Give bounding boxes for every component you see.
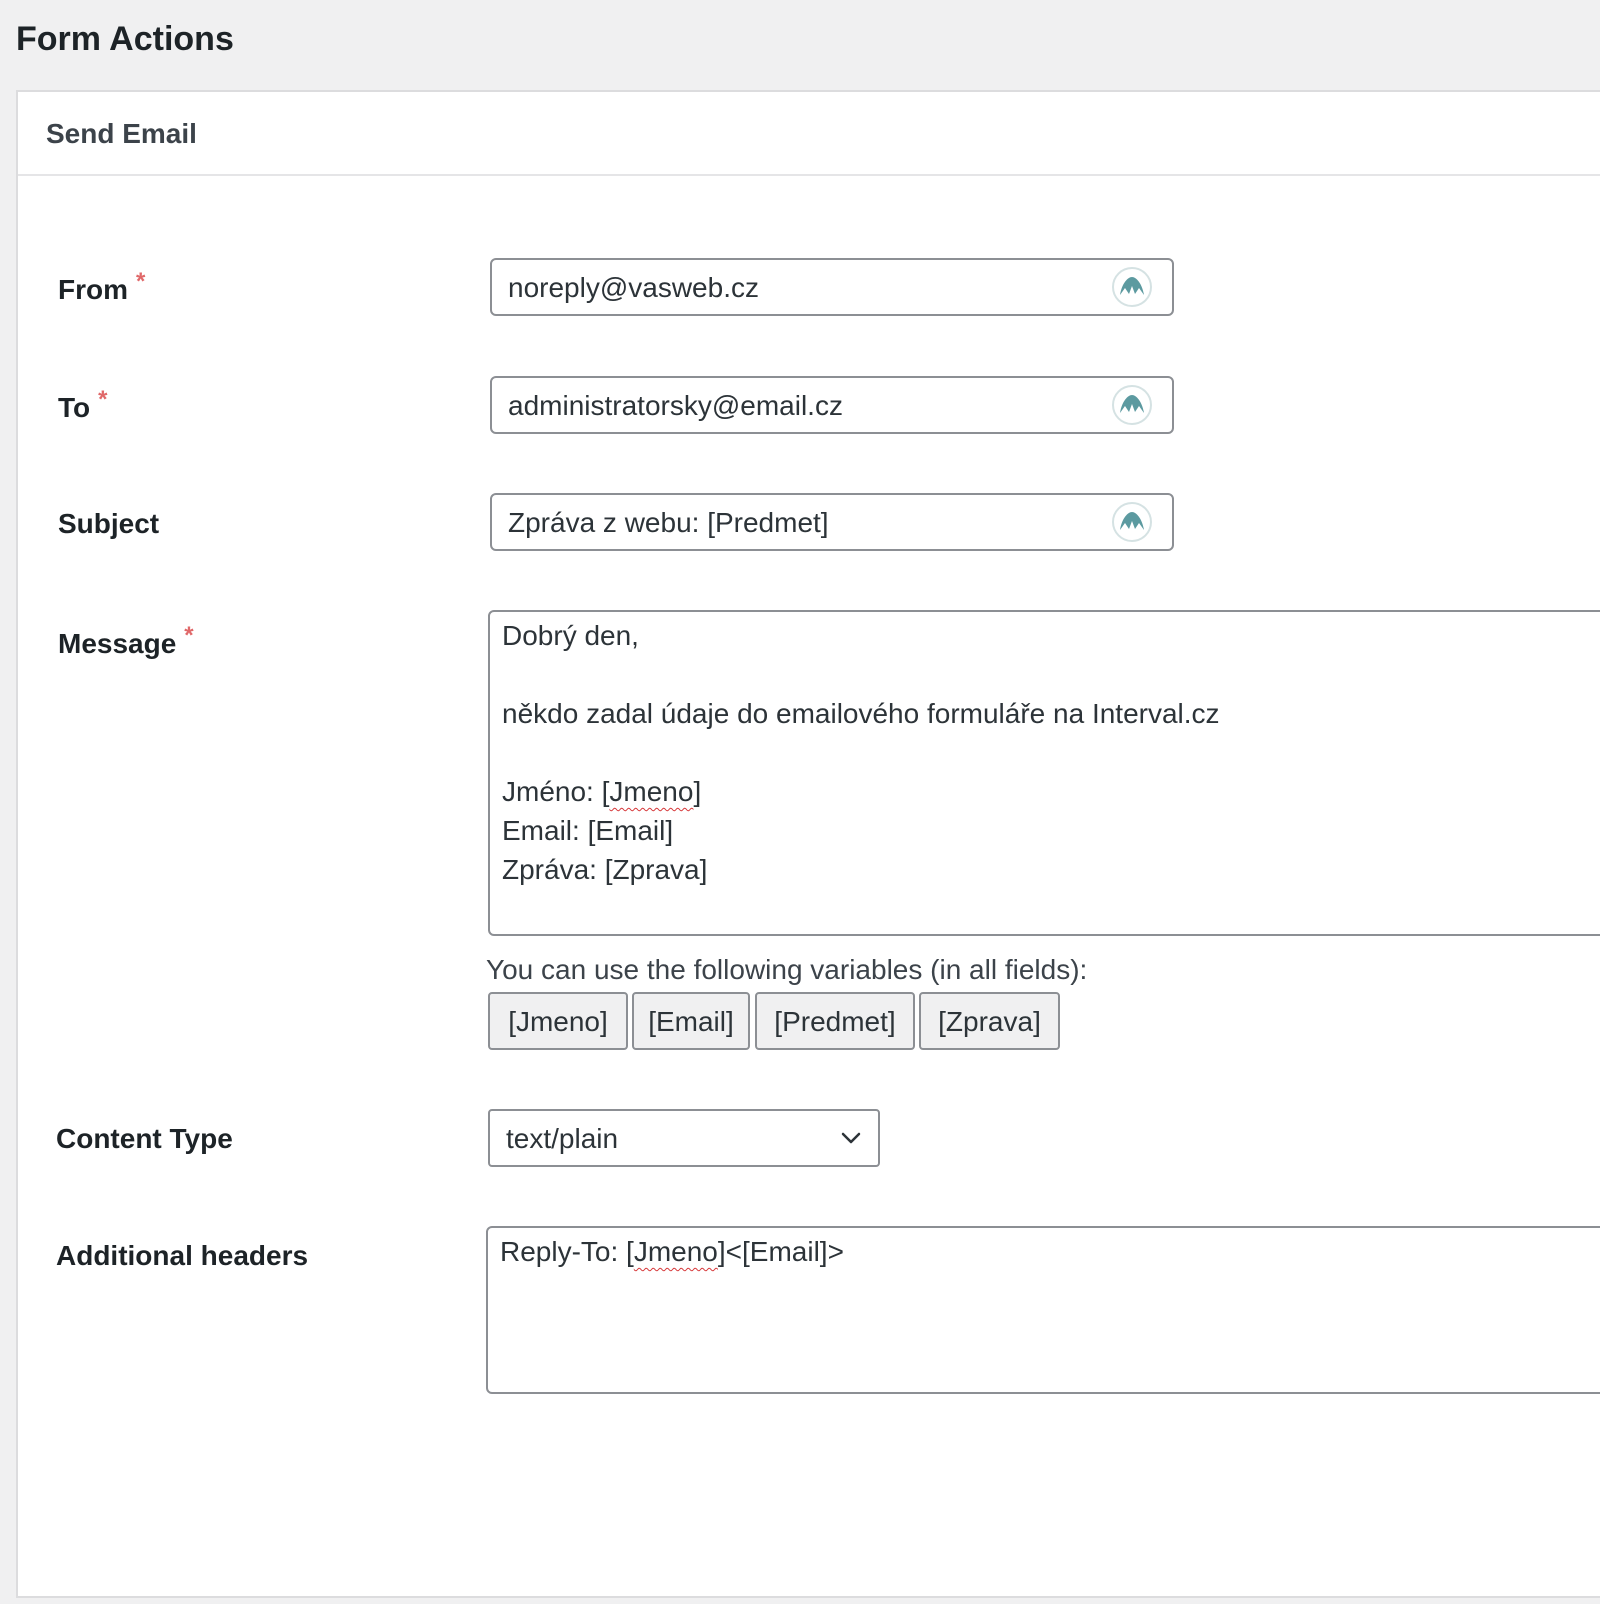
- spellcheck-word: Jmeno: [633, 1236, 718, 1267]
- mountain-extension-icon-graphic: [1118, 273, 1146, 301]
- additional-headers-prefix: Reply-To: [: [500, 1236, 634, 1267]
- additional-headers-line: [500, 1234, 844, 1270]
- content-type-label: Content Type: [56, 1123, 233, 1154]
- message-line-name-prefix: Jméno: [: [502, 776, 610, 807]
- message-line: Zpráva: [Zprava]: [502, 854, 708, 885]
- page-title: Form Actions: [16, 20, 234, 58]
- required-marker: *: [184, 621, 194, 649]
- variable-button-predmet[interactable]: [Predmet]: [755, 992, 915, 1050]
- subject-label: [58, 506, 159, 542]
- variables-hint: You can use the following variables (in all fields):: [486, 954, 1088, 985]
- mountain-extension-icon[interactable]: [1112, 267, 1152, 307]
- variable-button-zprava[interactable]: [Zprava]: [919, 992, 1060, 1050]
- panel-header: [18, 92, 1600, 176]
- to-input[interactable]: [490, 376, 1174, 434]
- from-input[interactable]: [490, 258, 1174, 316]
- additional-headers-suffix: ]<[Email]>: [717, 1236, 844, 1267]
- subject-input-value: Zpráva z webu: [Predmet]: [508, 507, 829, 538]
- mountain-extension-icon[interactable]: [1112, 502, 1152, 542]
- to-label: [58, 385, 108, 426]
- mountain-extension-icon-graphic: [1118, 508, 1146, 536]
- mountain-extension-icon-graphic: [1118, 391, 1146, 419]
- from-label-text: From: [58, 274, 128, 305]
- panel-title: Send Email: [46, 118, 197, 149]
- content-type-select[interactable]: [488, 1109, 880, 1167]
- subject-label-text: Subject: [58, 508, 160, 539]
- message-label: [58, 621, 194, 662]
- variable-button-jmeno[interactable]: [Jmeno]: [488, 992, 628, 1050]
- chevron-down-icon: [840, 1130, 862, 1146]
- mountain-extension-icon[interactable]: [1112, 385, 1152, 425]
- to-label-text: To: [58, 392, 91, 423]
- message-line-name: [502, 774, 701, 810]
- from-label: [58, 267, 146, 308]
- spellcheck-word: Jmeno: [609, 776, 694, 807]
- required-marker: *: [98, 385, 108, 413]
- message-label-text: Message: [58, 628, 177, 659]
- message-textarea[interactable]: [488, 610, 1600, 936]
- message-line: někdo zadal údaje do emailového formuláře na Interval.cz: [502, 698, 1220, 729]
- message-line: Email: [Email]: [502, 815, 674, 846]
- subject-input[interactable]: [490, 493, 1174, 551]
- content-type-selected-value: text/plain: [506, 1123, 619, 1154]
- additional-headers-label: Additional headers: [56, 1240, 309, 1271]
- to-input-value: administratorsky@email.cz: [508, 390, 843, 421]
- message-line-name-suffix: ]: [693, 776, 702, 807]
- variable-button-email[interactable]: [Email]: [632, 992, 750, 1050]
- message-line: Dobrý den,: [502, 620, 639, 651]
- from-input-value: noreply@vasweb.cz: [508, 272, 759, 303]
- required-marker: *: [136, 267, 146, 295]
- additional-headers-textarea[interactable]: [486, 1226, 1600, 1394]
